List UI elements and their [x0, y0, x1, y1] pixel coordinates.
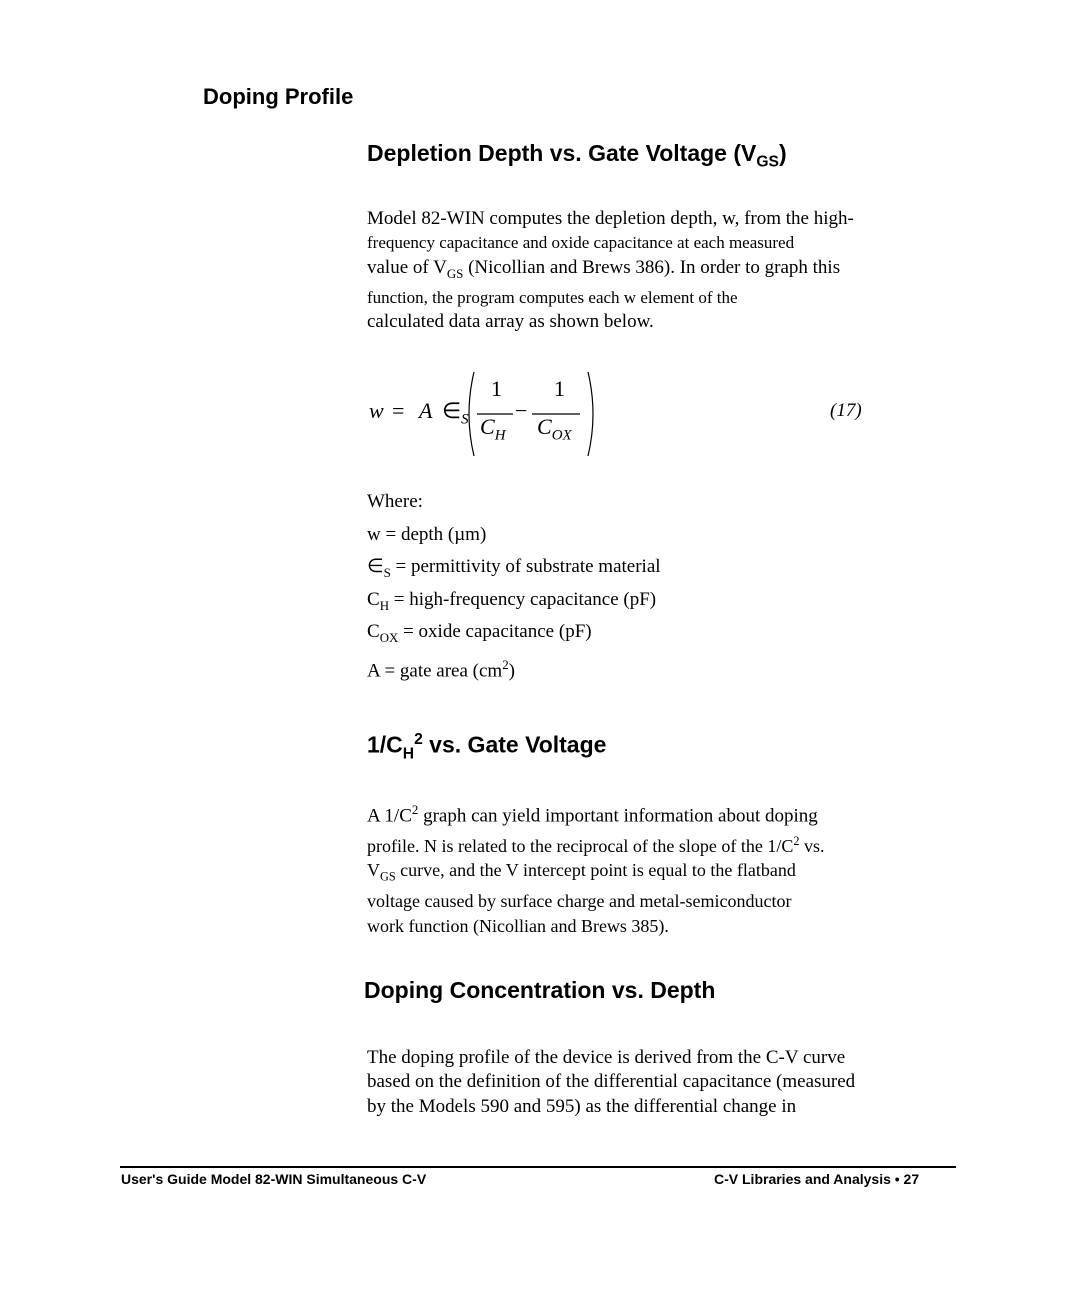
heading-inv-sup: 2	[414, 731, 423, 748]
def-sup: 2	[502, 656, 509, 672]
paragraph-line: calculated data array as shown below.	[367, 311, 654, 333]
heading-depletion-text: Depletion Depth vs. Gate Voltage (V	[367, 140, 757, 166]
paragraph-line	[367, 829, 907, 858]
def-text-end: )	[508, 659, 515, 681]
section-title: Doping Profile	[203, 84, 354, 109]
eq-epsilon-sub: S	[461, 411, 469, 428]
eq-w: w	[369, 398, 384, 423]
eq-right-paren	[588, 372, 593, 456]
eq-minus: −	[515, 398, 528, 423]
text-run: value of V	[367, 256, 447, 278]
definition-item	[367, 584, 661, 617]
footer-rule	[120, 1166, 956, 1168]
paragraph-line: function, the program computes each w element of the	[367, 288, 738, 308]
text-run: curve, and the V intercept point is equal to the flatband	[395, 860, 796, 881]
text-run: (Nicollian and Brews 386). In order to graph this	[463, 256, 841, 278]
text-sub: GS	[380, 869, 396, 884]
heading-depletion-sub: GS	[756, 153, 779, 171]
def-sub: OX	[379, 629, 399, 645]
definition-item	[367, 551, 661, 584]
paragraph-line: voltage caused by surface charge and metal-semiconductor	[367, 891, 792, 912]
def-text: = permittivity of substrate material	[390, 556, 661, 577]
footer-right: C-V Libraries and Analysis • 27	[714, 1171, 920, 1187]
text-run: profile. N is related to the reciprocal of the slope of the 1/C	[367, 835, 794, 856]
heading-depletion-depth	[367, 140, 787, 172]
paragraph-line	[367, 858, 907, 889]
paragraph-line: work function (Nicollian and Brews 385).	[367, 915, 669, 936]
equation-17	[367, 368, 887, 460]
eq-numerator-1: 1	[491, 376, 502, 401]
doping-concentration-paragraph	[367, 1046, 907, 1119]
paragraph-line	[367, 798, 907, 829]
paragraph-line	[367, 256, 907, 286]
def-symbol: C	[367, 588, 380, 610]
depletion-paragraph	[367, 207, 907, 335]
eq-ch	[480, 414, 506, 444]
text-run: vs.	[799, 835, 825, 856]
heading-inv-pre: 1/C	[367, 731, 403, 758]
def-sub: S	[383, 564, 391, 580]
heading-depletion-end: )	[778, 140, 787, 166]
text-run: A 1/C	[367, 805, 412, 827]
where-label: Where:	[367, 491, 423, 512]
text-sup: 2	[411, 802, 419, 817]
eq-a: A	[419, 398, 433, 423]
text-sup: 2	[793, 833, 800, 848]
heading-inv-post: vs. Gate Voltage	[422, 731, 607, 758]
heading-inv-sub: H	[402, 745, 415, 763]
def-sub: H	[379, 597, 390, 613]
def-text: = oxide capacitance (pF)	[398, 621, 592, 642]
def-text: = depth (µm)	[380, 523, 487, 545]
eq-equals: =	[392, 398, 405, 423]
definition-item	[367, 519, 661, 552]
def-symbol: C	[367, 621, 380, 642]
eq-cox-symbol: C	[537, 414, 552, 439]
inverse-capacitance-paragraph	[367, 798, 907, 938]
eq-numerator-2: 1	[554, 376, 565, 401]
footer-left: User's Guide Model 82-WIN Simultaneous C-V	[121, 1171, 427, 1187]
paragraph-line: by the Models 590 and 595) as the differential change in	[367, 1095, 797, 1117]
equation-number: (17)	[830, 400, 862, 421]
def-symbol: ∈	[367, 556, 384, 577]
eq-ch-symbol: C	[480, 414, 495, 439]
definition-item	[367, 616, 661, 649]
eq-epsilon-symbol: ∈	[442, 398, 462, 423]
paragraph-line: The doping profile of the device is derived from the C-V curve	[367, 1047, 846, 1068]
heading-doping-concentration: Doping Concentration vs. Depth	[364, 977, 716, 1003]
definition-item	[367, 649, 661, 682]
def-text: = gate area (cm	[379, 659, 503, 681]
variable-definitions	[367, 486, 661, 681]
paragraph-line: frequency capacitance and oxide capacitance at each measured	[367, 233, 795, 253]
eq-cox	[537, 414, 572, 444]
paragraph-line: Model 82-WIN computes the depletion depth, w, from the high-	[367, 208, 854, 229]
def-symbol: w	[367, 523, 381, 545]
def-text: = high-frequency capacitance (pF)	[389, 588, 657, 610]
text-run: graph can yield important information about doping	[418, 805, 818, 827]
paragraph-line: based on the definition of the differential capacitance (measured	[367, 1071, 856, 1093]
text-sub: GS	[446, 265, 464, 281]
eq-ch-sub: H	[494, 427, 506, 444]
eq-cox-sub: OX	[551, 427, 572, 444]
eq-left-paren	[469, 372, 474, 456]
text-run: V	[367, 860, 380, 881]
def-symbol: A	[367, 659, 380, 681]
heading-inverse-capacitance	[367, 731, 606, 763]
